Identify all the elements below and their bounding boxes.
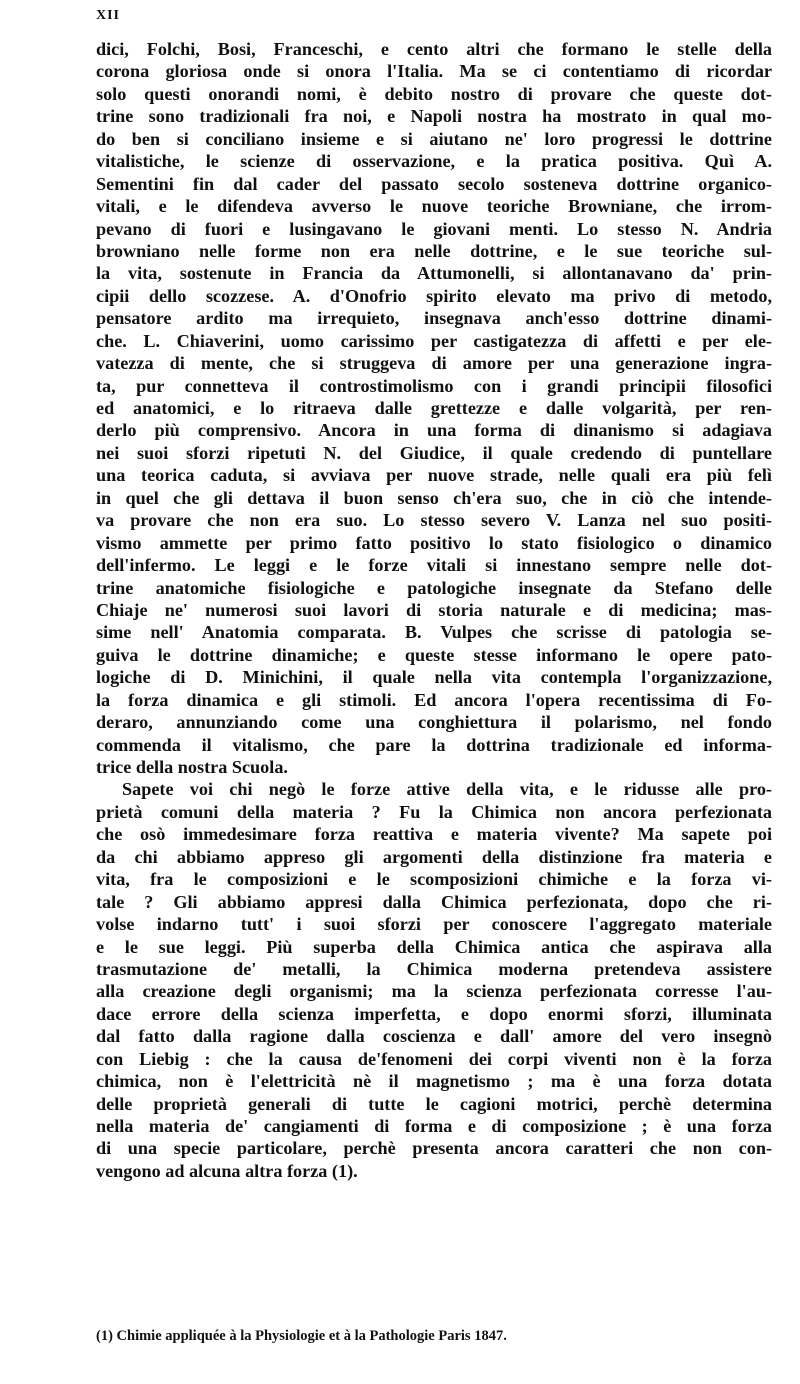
text-line: dici, Folchi, Bosi, Franceschi, e cento altri che formano le stelle della	[96, 39, 772, 59]
text-line: do ben si conciliano insieme e si aiutano ne' loro progressi le dottrine	[96, 128, 772, 149]
text-line: pevano di fuori e lusingavano le giovani menti. Lo stesso N. Andria	[96, 218, 772, 239]
text-line: sime nell' Anatomia comparata. B. Vulpes che scrisse di patologia se-	[96, 622, 772, 643]
text-line: pensatore ardito ma irrequieto, insegnava anch'esso dottrine dinami-	[96, 308, 772, 329]
page-number: XII	[96, 8, 121, 23]
text-line: alla creazione degli organismi; ma la scienza perfezionata corresse l'au-	[96, 981, 772, 1002]
text-line: la forza dinamica e gli stimoli. Ed ancora l'opera recentissima di Fo-	[96, 689, 772, 710]
text-line: delle proprietà generali di tutte le cagioni motrici, perchè determina	[96, 1093, 772, 1114]
text-line: vengono ad alcuna altra forza (1).	[96, 1160, 358, 1181]
text-line: la vita, sostenute in Francia da Attumonelli, si allontanavano da' prin-	[96, 263, 772, 284]
text-line: vatezza di mente, che si struggeva di amore per una generazione ingra-	[96, 353, 772, 374]
text-line: nella materia de' cangiamenti di forma e di composizione ; è una forza	[96, 1116, 772, 1136]
text-line: che osò immedesimare forza reattiva e materia vivente? Ma sapete poi	[96, 824, 772, 845]
text-line: chimica, non è l'elettricità nè il magnetismo ; ma è una forza dotata	[96, 1071, 772, 1092]
text-line: ta, pur connetteva il controstimolismo con i grandi principii filosofici	[96, 375, 772, 396]
text-line: in quel che gli dettava il buon senso ch'era suo, che in ciò che intende-	[96, 487, 772, 508]
text-line: dell'infermo. Le leggi e le forze vitali si innestano sempre nelle dot-	[96, 555, 772, 576]
text-line: vitalistiche, le scienze di osservazione, e la pratica positiva. Quì A.	[96, 151, 772, 172]
text-line: una teorica caduta, si avviava per nuove strade, nelle quali era più felì	[96, 465, 772, 486]
text-line: trice della nostra Scuola.	[96, 757, 288, 777]
text-line: solo questi onorandi nomi, è debito nostro di provare che queste dot-	[96, 83, 772, 104]
text-line: vitali, e le difendeva avverso le nuove teoriche Browniane, che irrom-	[96, 196, 772, 217]
text-line: cipii dello scozzese. A. d'Onofrio spirito elevato ma privo di metodo,	[96, 285, 772, 306]
text-line: browniano nelle forme non era nelle dottrine, e le sue teoriche sul-	[96, 240, 772, 261]
body-text	[96, 38, 772, 1182]
text-line: trine anatomiche fisiologiche e patologiche insegnate da Stefano delle	[96, 577, 772, 598]
text-line: Sementini fin dal cader del passato secolo sosteneva dottrine organico-	[96, 173, 772, 194]
text-line: trine sono tradizionali fra noi, e Napoli nostra ha mostrato in qual mo-	[96, 106, 772, 127]
text-line: corona gloriosa onde si onora l'Italia. Ma se ci contentiamo di ricordar	[96, 61, 772, 82]
text-line: tale ? Gli abbiamo appresi dalla Chimica perfezionata, dopo che ri-	[96, 891, 772, 912]
text-line: commenda il vitalismo, che pare la dottrina tradizionale ed informa-	[96, 734, 772, 755]
text-line: e le sue leggi. Più superba della Chimica antica che aspirava alla	[96, 936, 772, 957]
text-line: guiva le dottrine dinamiche; e queste stesse informano le opere pato-	[96, 644, 772, 665]
text-line: Chiaje ne' numerosi suoi lavori di storia naturale e di medicina; mas-	[96, 599, 772, 620]
text-line: logiche di D. Minichini, il quale nella vita contempla l'organizzazione,	[96, 667, 772, 688]
text-line: nei suoi sforzi ripetuti N. del Giudice, il quale credendo di puntellare	[96, 442, 772, 463]
text-line: deraro, annunziando come una conghiettura il polarismo, nel fondo	[96, 712, 772, 733]
text-line: da chi abbiamo appreso gli argomenti della distinzione fra materia e	[96, 846, 772, 867]
text-line: va provare che non era suo. Lo stesso severo V. Lanza nel suo positi-	[96, 510, 772, 531]
text-line: derlo più comprensivo. Ancora in una forma di dinanismo si adagiava	[96, 420, 772, 441]
text-line: trasmutazione de' metalli, la Chimica moderna pretendeva assistere	[96, 958, 772, 979]
text-line: prietà comuni della materia ? Fu la Chimica non ancora perfezionata	[96, 801, 772, 822]
text-line: vismo ammette per primo fatto positivo lo stato fisiologico o dinamico	[96, 532, 772, 553]
text-line: vita, fra le composizioni e le scomposizioni chimiche e la forza vi-	[96, 869, 772, 890]
text-line: Sapete voi chi negò le forze attive della vita, e le ridusse alle pro-	[122, 779, 772, 800]
text-line: volse indarno tutt' i suoi sforzi per conoscere l'aggregato materiale	[96, 914, 772, 935]
text-line: ed anatomici, e lo ritraeva dalle grettezze e dalle volgarità, per ren-	[96, 398, 772, 418]
text-line: di una specie particolare, perchè presenta ancora caratteri che non con-	[96, 1138, 772, 1159]
text-line: con Liebig : che la causa de'fenomeni dei corpi viventi non è la forza	[96, 1048, 772, 1069]
footnote: (1) Chimie appliquée à la Physiologie et à la Pathologie Paris 1847.	[96, 1328, 507, 1344]
text-line: dace errore della scienza imperfetta, e dopo enormi sforzi, illuminata	[96, 1003, 772, 1024]
text-line: dal fatto dalla ragione dalla coscienza e dall' amore del vero insegnò	[96, 1026, 772, 1047]
text-line: che. L. Chiaverini, uomo carissimo per castigatezza di affetti e per ele-	[96, 330, 772, 351]
